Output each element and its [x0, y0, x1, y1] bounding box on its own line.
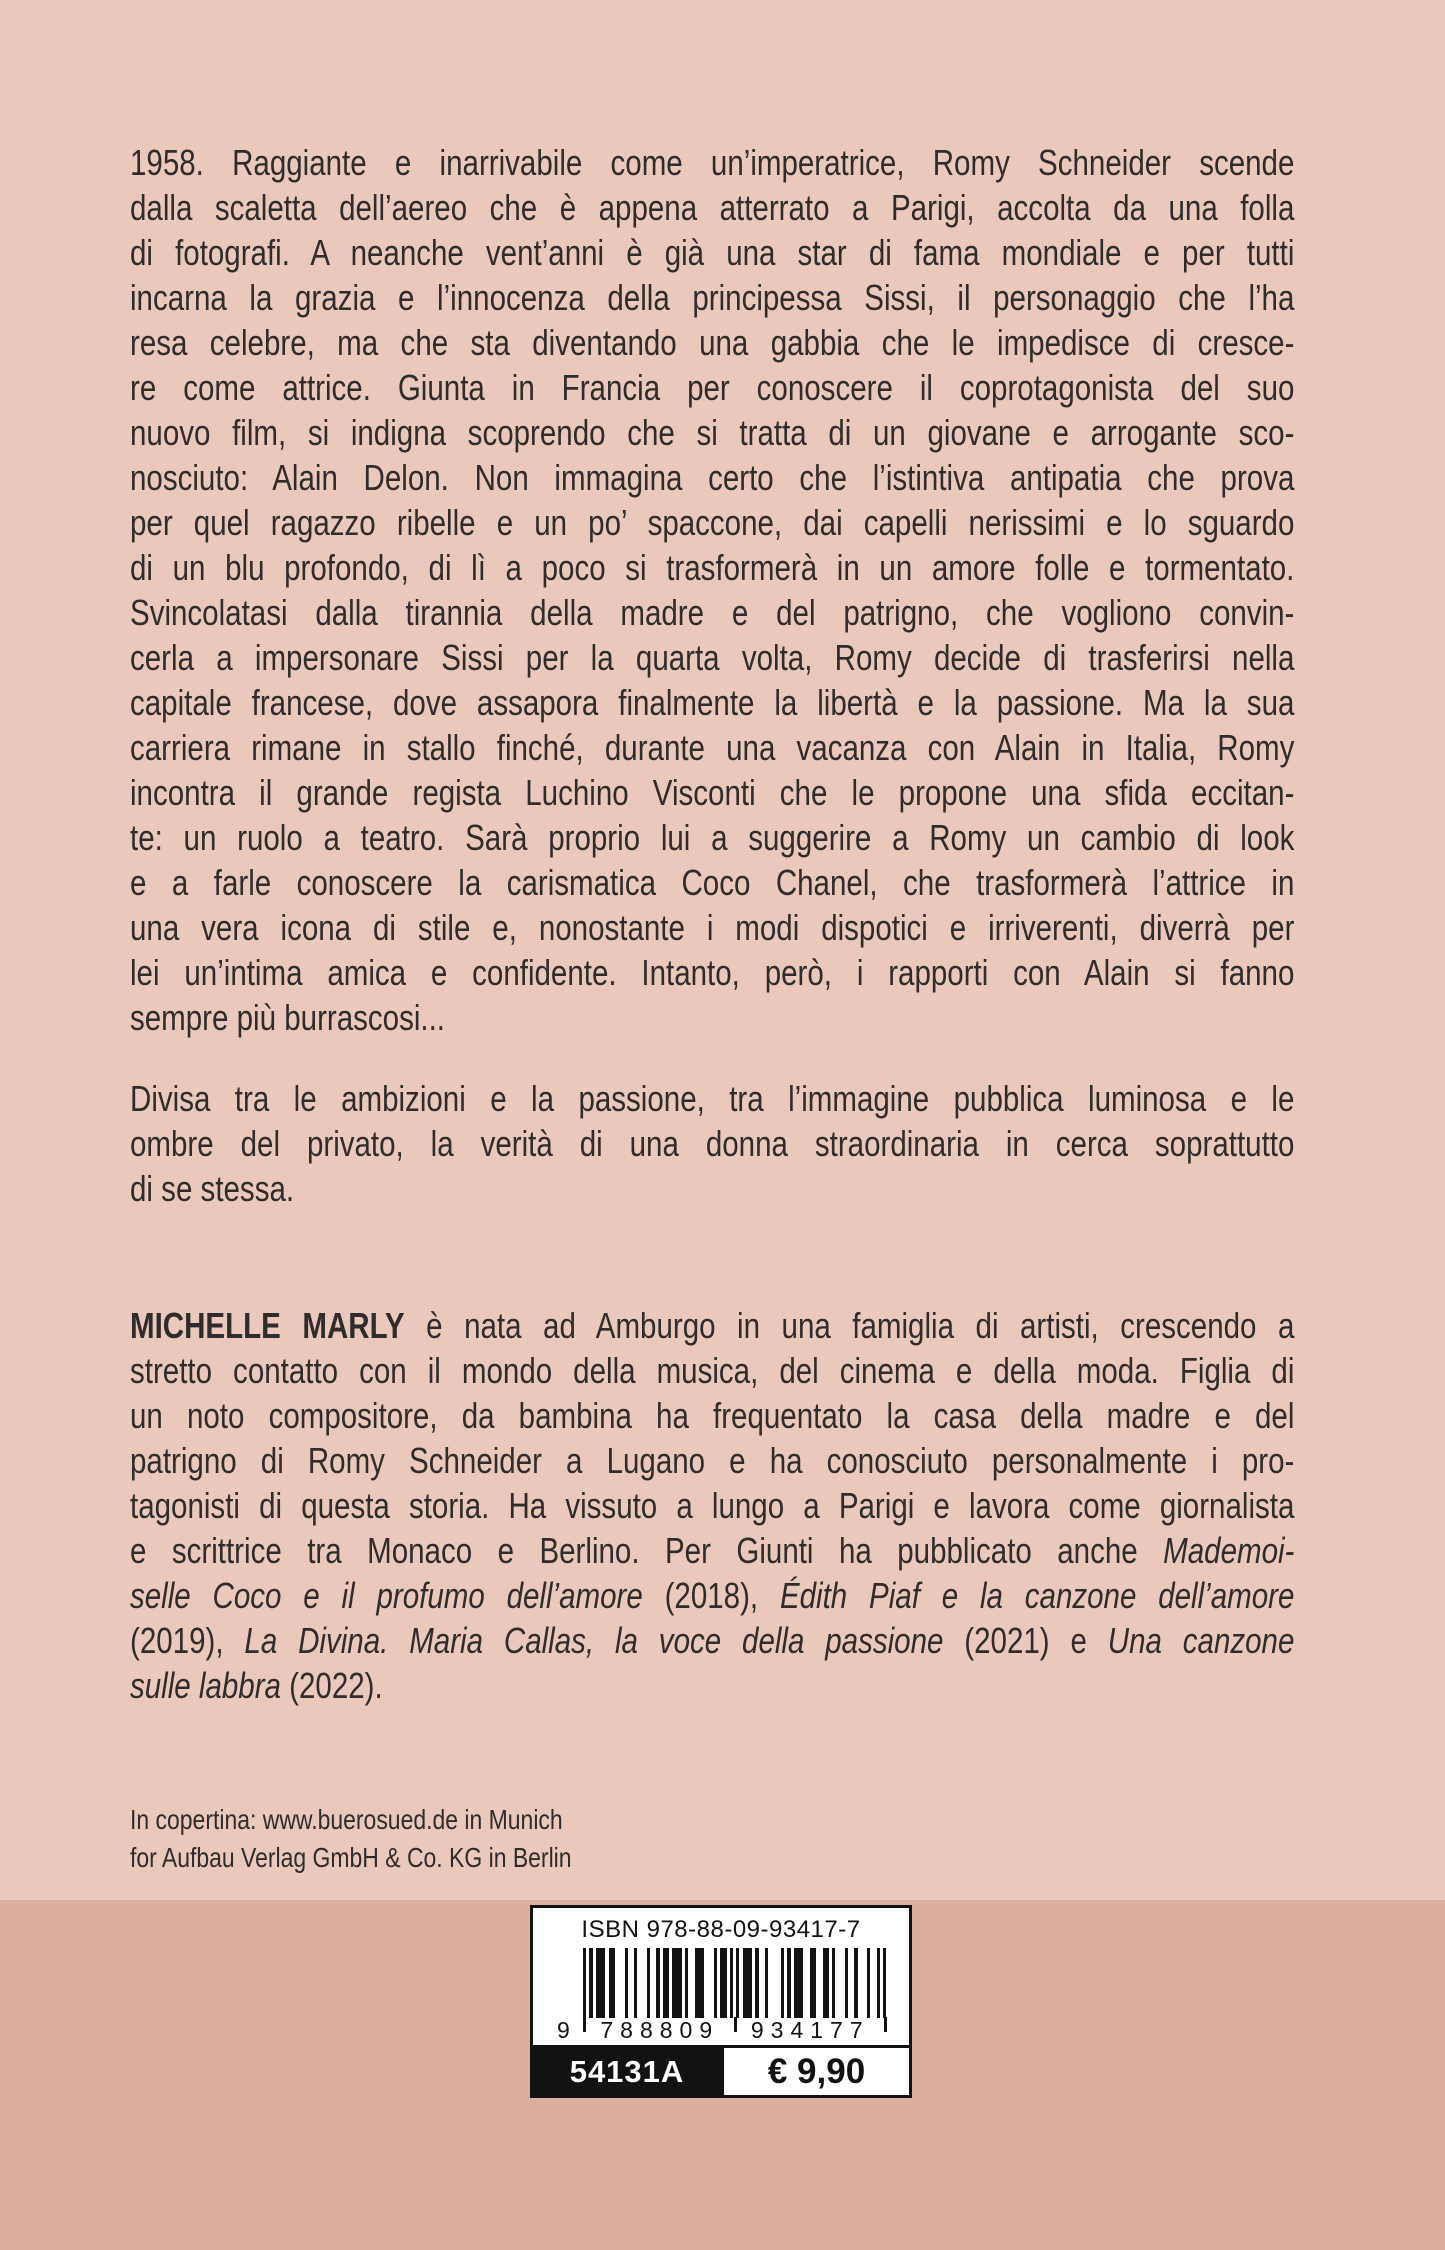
- cover-credits: [130, 1801, 1294, 1877]
- text-line: incarna la grazia e l’innocenza della principessa Sissi, il personaggio che l’ha: [130, 277, 1295, 318]
- text-segment: e scrittrice tra Monaco e Berlino. Per Giunti ha pubblicato anche: [130, 1530, 1164, 1571]
- text-line: sempre più burrascosi...: [130, 997, 446, 1038]
- text-line: Divisa tra le ambizioni e la passione, tra l’immagine pubblica luminosa e le: [130, 1078, 1295, 1119]
- book-title: selle Coco e il profumo dell’amore: [130, 1575, 643, 1616]
- text-line: cerla a impersonare Sissi per la quarta volta, Romy decide di trasferirsi nella: [130, 637, 1295, 678]
- barcode-gap: [835, 1948, 845, 2018]
- tagline-text: [130, 1076, 1294, 1211]
- book-title: Una canzone: [1107, 1620, 1295, 1661]
- barcode-digit-group: 9: [557, 2017, 570, 2043]
- text-line: ombre del privato, la verità di una donna straordinaria in cerca soprattutto: [130, 1123, 1295, 1164]
- author-bio: [130, 1303, 1294, 1708]
- text-line: patrigno di Romy Schneider a Lugano e ha conosciuto personalmente i pro-: [130, 1440, 1295, 1481]
- text-line: tagonisti di questa storia. Ha vissuto a lungo a Parigi e lavora come giornalista: [130, 1485, 1295, 1526]
- text-line: stretto contatto con il mondo della musica, del cinema e della moda. Figlia di: [130, 1350, 1295, 1391]
- text-line: Svincolatasi dalla tirannia della madre e del patrigno, che vogliono convin-: [130, 592, 1295, 633]
- text-line: di fotografi. A neanche vent’anni è già una star di fama mondiale e per tutti: [130, 232, 1295, 273]
- barcode-block: [530, 1905, 912, 2098]
- text-line: di se stessa.: [130, 1168, 295, 1209]
- barcode-bar: [695, 1948, 705, 2018]
- text-line: nuovo film, si indigna scoprendo che si tratta di un giovane e arrogante sco-: [130, 412, 1295, 453]
- text-line: incontra il grande regista Luchino Visconti che le propone una sfida eccitan-: [130, 772, 1295, 813]
- text-line: di un blu profondo, di lì a poco si trasformerà in un amore folle e tormentato.: [130, 547, 1295, 588]
- text-line: una vera icona di stile e, nonostante i modi dispotici e irriverenti, diverrà per: [130, 907, 1295, 948]
- text-line: resa celebre, ma che sta diventando una gabbia che le impedisce di cresce-: [130, 322, 1295, 363]
- book-title: sulle labbra: [130, 1665, 281, 1706]
- text-segment: (2021) e: [943, 1620, 1108, 1661]
- barcode-digit-group: 934177: [750, 2017, 870, 2043]
- text-line: re come attrice. Giunta in Francia per conoscere il coprotagonista del suo: [130, 367, 1295, 408]
- text-line: un noto compositore, da bambina ha frequentato la casa della madre e del: [130, 1395, 1295, 1436]
- text-line: [130, 1618, 1294, 1663]
- isbn-text: ISBN 978-88-09-93417-7: [581, 1916, 861, 1943]
- text-line: [130, 1573, 1294, 1618]
- text-line: [130, 1303, 1294, 1348]
- barcode-digit-group: 788809: [600, 2017, 720, 2043]
- text-line: capitale francese, dove assapora finalmente la libertà e la passione. Ma la sua: [130, 682, 1295, 723]
- text-line: dalla scaletta dell’aereo che è appena atterrato a Parigi, accolta da una folla: [130, 187, 1295, 228]
- text-line: nosciuto: Alain Delon. Non immagina certo che l’istintiva antipatia che prova: [130, 457, 1295, 498]
- barcode-bar: [672, 1948, 682, 2018]
- price: € 9,90: [721, 2048, 909, 2095]
- author-name: MICHELLE MARLY: [130, 1305, 405, 1346]
- text-segment: è nata ad Amburgo in una famiglia di artisti, crescendo a: [404, 1305, 1295, 1346]
- text-line: [130, 1663, 1294, 1708]
- book-title: La Divina. Maria Callas, la voce della passione: [244, 1620, 944, 1661]
- barcode-digits: [557, 2018, 887, 2045]
- barcode-bar: [883, 1948, 886, 2018]
- text-line: 1958. Raggiante e inarrivabile come un’imperatrice, Romy Schneider scende: [130, 142, 1295, 183]
- barcode-bars: [583, 1948, 887, 2018]
- barcode-bottom-row: [533, 2045, 909, 2095]
- barcode-bar: [794, 1948, 804, 2018]
- text-line: [130, 1528, 1294, 1573]
- barcode-guard-bar: [884, 2017, 887, 2032]
- text-segment: (2019),: [130, 1620, 245, 1661]
- book-title: Mademoi-: [1163, 1530, 1295, 1571]
- product-code: 54131A: [533, 2048, 721, 2095]
- text-line: In copertina: www.buerosued.de in Munich: [130, 1804, 563, 1835]
- text-line: e a farle conoscere la carismatica Coco Chanel, che trasformerà l’attrice in: [130, 862, 1295, 903]
- text-line: carriera rimane in stallo finché, durante una vacanza con Alain in Italia, Romy: [130, 727, 1295, 768]
- text-segment: (2022).: [280, 1665, 383, 1706]
- barcode-gap: [858, 1948, 868, 2018]
- barcode-gap: [637, 1948, 647, 2018]
- text-line: for Aufbau Verlag GmbH & Co. KG in Berlin: [130, 1842, 572, 1873]
- synopsis-text: [130, 140, 1294, 1040]
- text-segment: (2018),: [642, 1575, 780, 1616]
- text-line: lei un’intima amica e confidente. Intanto, però, i rapporti con Alain si fanno: [130, 952, 1295, 993]
- text-line: per quel ragazzo ribelle e un po’ spaccone, dai capelli nerissimi e lo sguardo: [130, 502, 1295, 543]
- barcode-bar: [743, 1948, 753, 2018]
- barcode-gap: [704, 1948, 714, 2018]
- barcode-bar: [596, 1948, 606, 2018]
- book-title: Édith Piaf e la canzone dell’amore: [779, 1575, 1295, 1616]
- barcode-gap: [615, 1948, 625, 2018]
- barcode-gap: [768, 1948, 781, 2018]
- text-line: te: un ruolo a teatro. Sarà proprio lui a suggerire a Romy un cambio di look: [130, 817, 1295, 858]
